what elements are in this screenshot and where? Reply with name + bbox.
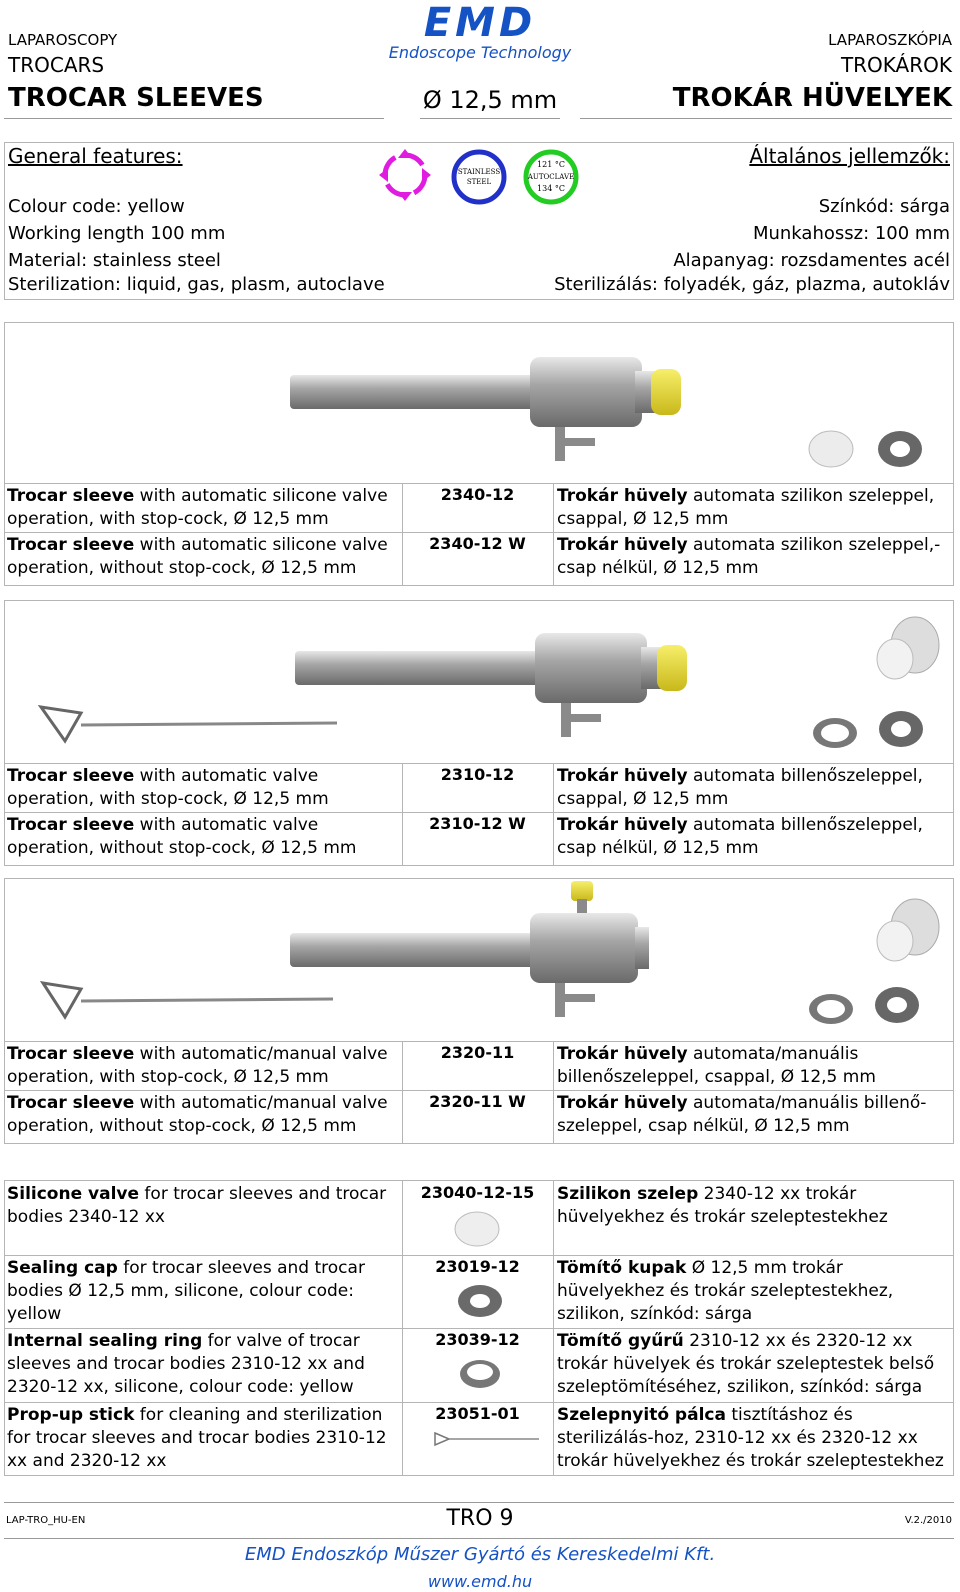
accessory-code: 23051-01 xyxy=(435,1404,520,1423)
accessory-1-en xyxy=(7,1183,397,1229)
divider xyxy=(5,483,953,484)
trocar-sleeve-image xyxy=(5,601,953,763)
features-title-en: General features: xyxy=(8,144,183,168)
divider xyxy=(5,763,953,764)
product-desc: automata/manuális billenőszeleppel, csappal, Ø 12,5 mm xyxy=(557,1044,876,1087)
divider xyxy=(5,812,953,813)
product-name: Trokár hüvely xyxy=(557,486,688,506)
subcategory-en: TROCARS xyxy=(8,53,105,77)
accessory-code: 23019-12 xyxy=(435,1257,520,1276)
divider xyxy=(5,1328,953,1329)
product-desc: automata szilikon szeleppel, csappal, Ø 12,5 mm xyxy=(557,486,935,529)
feature-en-sterilization: Sterilization: liquid, gas, plasm, autoclave xyxy=(8,274,385,295)
accessory-name: Tömítő gyűrű xyxy=(557,1331,684,1351)
product-desc: with automatic/manual valve operation, with stop-cock, Ø 12,5 mm xyxy=(7,1044,388,1087)
version: V.2./2010 xyxy=(904,1515,952,1526)
accessory-3-en xyxy=(7,1330,397,1399)
product-3a-en xyxy=(7,1043,397,1089)
logo-mark: EMD xyxy=(423,0,537,46)
accessory-code: 23039-12 xyxy=(435,1330,520,1349)
product-desc: with automatic/manual valve operation, without stop-cock, Ø 12,5 mm xyxy=(7,1093,388,1136)
svg-text:STAINLESS: STAINLESS xyxy=(457,168,501,176)
product-1b-hu xyxy=(557,534,951,580)
divider xyxy=(553,763,554,866)
accessory-name: Silicone valve xyxy=(7,1184,140,1204)
accessory-name: Szelepnyitó pálca xyxy=(557,1405,726,1425)
product-2b-hu xyxy=(557,814,951,860)
feature-hu-length: Munkahossz: 100 mm xyxy=(752,223,950,244)
header-rule-right xyxy=(580,118,952,119)
divider xyxy=(5,1255,953,1256)
feature-en-color: Colour code: yellow xyxy=(8,196,185,217)
accessory-code: 23040-12-15 xyxy=(420,1183,535,1202)
company-name: EMD Endoszkóp Műszer Gyártó és Kereskedelmi Kft. xyxy=(244,1544,716,1565)
product-desc: automata billenőszeleppel, csappal, Ø 12,5 mm xyxy=(557,766,923,809)
product-desc: with automatic silicone valve operation, with stop-cock, Ø 12,5 mm xyxy=(7,486,388,529)
divider xyxy=(553,483,554,586)
feature-en-material: Material: stainless steel xyxy=(8,250,221,271)
accessory-1-hu xyxy=(557,1183,951,1229)
prop-up-stick-image xyxy=(433,1431,543,1447)
header-left xyxy=(8,30,264,116)
emd-logo xyxy=(380,2,580,62)
svg-text:STEEL: STEEL xyxy=(466,178,492,186)
accessory-name: Sealing cap xyxy=(7,1258,118,1278)
footer-rule-top xyxy=(4,1502,954,1503)
product-desc: with automatic valve operation, with stop-cock, Ø 12,5 mm xyxy=(7,766,329,809)
feature-en-length: Working length 100 mm xyxy=(8,223,226,244)
features-box xyxy=(4,142,954,300)
product-name: Trocar sleeve xyxy=(7,1044,135,1064)
product-2a-hu xyxy=(557,765,951,811)
product-code: 2320-11 W xyxy=(429,1092,526,1111)
feature-hu-material: Alapanyag: rozsdamentes acél xyxy=(673,250,950,271)
page-number: TRO 9 xyxy=(446,1506,514,1531)
svg-text:121 °C: 121 °C xyxy=(537,160,565,169)
subcategory-hu: TROKÁROK xyxy=(840,53,952,77)
svg-text:AUTOCLAVE: AUTOCLAVE xyxy=(527,173,575,181)
product-2b-en xyxy=(7,814,397,860)
badges xyxy=(375,147,595,207)
logo-subtitle: Endoscope Technology xyxy=(388,43,572,62)
product-code: 2320-11 xyxy=(440,1043,515,1062)
divider xyxy=(5,1402,953,1403)
accessory-name: Szilikon szelep xyxy=(557,1184,699,1204)
silicone-valve-image xyxy=(452,1209,502,1249)
product-1a-hu xyxy=(557,485,951,531)
product-code: 2340-12 xyxy=(440,485,515,504)
product-name: Trokár hüvely xyxy=(557,766,688,786)
divider xyxy=(5,532,953,533)
accessory-desc: for valve of trocar sleeves and trocar bodies 2310-12 xx and 2320-12 xx, silicone, colour code: yellow xyxy=(7,1331,365,1397)
page-title-hu: TROKÁR HÜVELYEK xyxy=(672,83,952,113)
stainless-steel-badge xyxy=(454,152,504,202)
product-desc: with automatic silicone valve operation, without stop-cock, Ø 12,5 mm xyxy=(7,535,388,578)
rotation-arrows-icon xyxy=(379,149,431,201)
doc-code: LAP-TRO_HU-EN xyxy=(6,1515,86,1526)
accessory-desc: for cleaning and sterilization for trocar sleeves and trocar bodies 2310-12 xx and 2320-12 xx xyxy=(7,1405,387,1471)
product-code: 2340-12 W xyxy=(429,534,526,553)
divider xyxy=(5,1041,953,1042)
trocar-sleeve-image xyxy=(5,323,953,483)
product-block-2 xyxy=(4,600,954,866)
product-code: 2310-12 xyxy=(440,765,515,784)
accessory-name: Prop-up stick xyxy=(7,1405,135,1425)
accessory-desc: 2340-12 xx trokár hüvelyekhez és trokár szeleptestekhez xyxy=(557,1184,888,1227)
product-code: 2310-12 W xyxy=(429,814,526,833)
product-1b-en xyxy=(7,534,397,580)
footer-rule-bottom xyxy=(4,1538,954,1539)
accessory-4-hu xyxy=(557,1404,951,1473)
category-hu: LAPAROSZKÓPIA xyxy=(828,31,952,49)
product-name: Trokár hüvely xyxy=(557,815,688,835)
product-3a-hu xyxy=(557,1043,951,1089)
accessory-desc: 2310-12 xx és 2320-12 xx trokár hüvelyek és trokár szeleptestek belső szeleptömítéséhez, szilikon, színkód: sárga xyxy=(557,1331,935,1397)
divider xyxy=(553,1041,554,1144)
header-rule-left xyxy=(4,118,384,119)
accessory-desc: for trocar sleeves and trocar bodies Ø 12,5 mm, silicone, colour code: yellow xyxy=(7,1258,365,1324)
category-en: LAPAROSCOPY xyxy=(8,31,118,49)
product-3b-hu xyxy=(557,1092,951,1138)
product-block-1 xyxy=(4,322,954,586)
product-name: Trocar sleeve xyxy=(7,1093,135,1113)
features-list-hu xyxy=(554,193,950,296)
product-name: Trocar sleeve xyxy=(7,486,135,506)
accessory-3-hu xyxy=(557,1330,951,1399)
svg-text:134 °C: 134 °C xyxy=(537,184,565,193)
accessory-desc: tisztításhoz és sterilizálás-hoz, 2310-12 xx és 2320-12 xx trokár hüvelyekhez és trokár szeleptestekhez xyxy=(557,1405,944,1471)
accessory-2-hu xyxy=(557,1257,951,1326)
product-name: Trocar sleeve xyxy=(7,766,135,786)
features-title-hu: Általános jellemzők: xyxy=(749,144,950,168)
divider xyxy=(5,1090,953,1091)
product-1a-en xyxy=(7,485,397,531)
accessory-2-en xyxy=(7,1257,397,1326)
features-list-en xyxy=(8,193,385,296)
feature-hu-color: Színkód: sárga xyxy=(818,196,950,217)
accessory-name: Internal sealing ring xyxy=(7,1331,203,1351)
accessory-4-en xyxy=(7,1404,397,1473)
product-name: Trocar sleeve xyxy=(7,815,135,835)
trocar-sleeve-image xyxy=(5,879,953,1041)
autoclave-badge xyxy=(526,152,576,202)
product-desc: automata/manuális billenő-szeleppel, csap nélkül, Ø 12,5 mm xyxy=(557,1093,927,1136)
accessory-desc: Ø 12,5 mm trokár hüvelyekhez és trokár szeleptestekhez, szilikon, színkód: sárga xyxy=(557,1258,894,1324)
accessories-table xyxy=(4,1180,954,1476)
product-name: Trokár hüvely xyxy=(557,1093,688,1113)
product-block-3 xyxy=(4,878,954,1144)
header-rule-mid xyxy=(420,118,560,119)
page-title-en: TROCAR SLEEVES xyxy=(8,83,264,113)
feature-hu-sterilization: Sterilizálás: folyadék, gáz, plazma, autokláv xyxy=(554,274,950,295)
product-name: Trokár hüvely xyxy=(557,1044,688,1064)
sealing-cap-image xyxy=(455,1281,505,1321)
accessory-desc: for trocar sleeves and trocar bodies 2340-12 xx xyxy=(7,1184,387,1227)
product-desc: automata szilikon szeleppel,-csap nélkül, Ø 12,5 mm xyxy=(557,535,941,578)
sealing-ring-image xyxy=(457,1356,503,1392)
accessory-name: Tömítő kupak xyxy=(557,1258,687,1278)
header-right xyxy=(673,30,952,116)
website-link[interactable]: www.emd.hu xyxy=(427,1572,533,1591)
product-desc: automata billenőszeleppel, csap nélkül, Ø 12,5 mm xyxy=(557,815,923,858)
product-2a-en xyxy=(7,765,397,811)
product-desc: with automatic valve operation, without stop-cock, Ø 12,5 mm xyxy=(7,815,357,858)
diameter-label: Ø 12,5 mm xyxy=(422,86,558,114)
product-3b-en xyxy=(7,1092,397,1138)
product-name: Trocar sleeve xyxy=(7,535,135,555)
product-name: Trokár hüvely xyxy=(557,535,688,555)
